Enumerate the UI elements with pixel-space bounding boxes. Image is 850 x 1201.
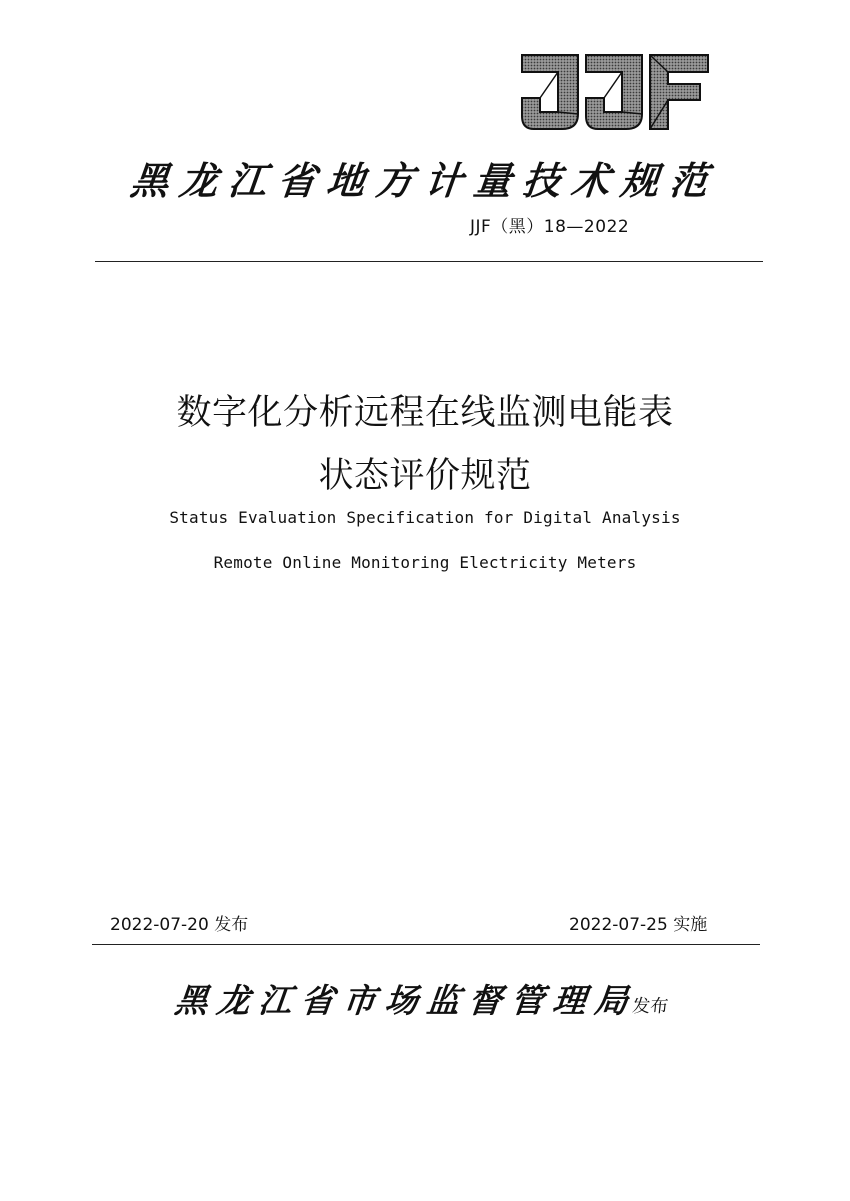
document-title-line-1: 数字化分析远程在线监测电能表 [176,393,674,433]
bottom-divider [92,944,760,945]
document-title-line-2: 状态评价规范 [318,456,532,496]
issuing-series-title: 黑龙江省地方计量技术规范 [128,158,722,203]
standard-number: JJF（黑）18—2022 [470,217,630,237]
english-title-line-1: Status Evaluation Specification for Digital Analysis [169,508,681,527]
publish-date: 2022-07-20 发布 [110,915,249,935]
english-title-line-2: Remote Online Monitoring Electricity Meters [213,553,637,572]
jjf-logo [518,52,712,132]
top-divider [95,261,763,262]
implementation-date: 2022-07-25 实施 [569,915,708,935]
issuing-authority-suffix: 发布 [631,996,670,1017]
issuing-authority-name: 黑龙江省市场监督管理局 [172,981,639,1020]
issuing-authority [173,975,672,1022]
